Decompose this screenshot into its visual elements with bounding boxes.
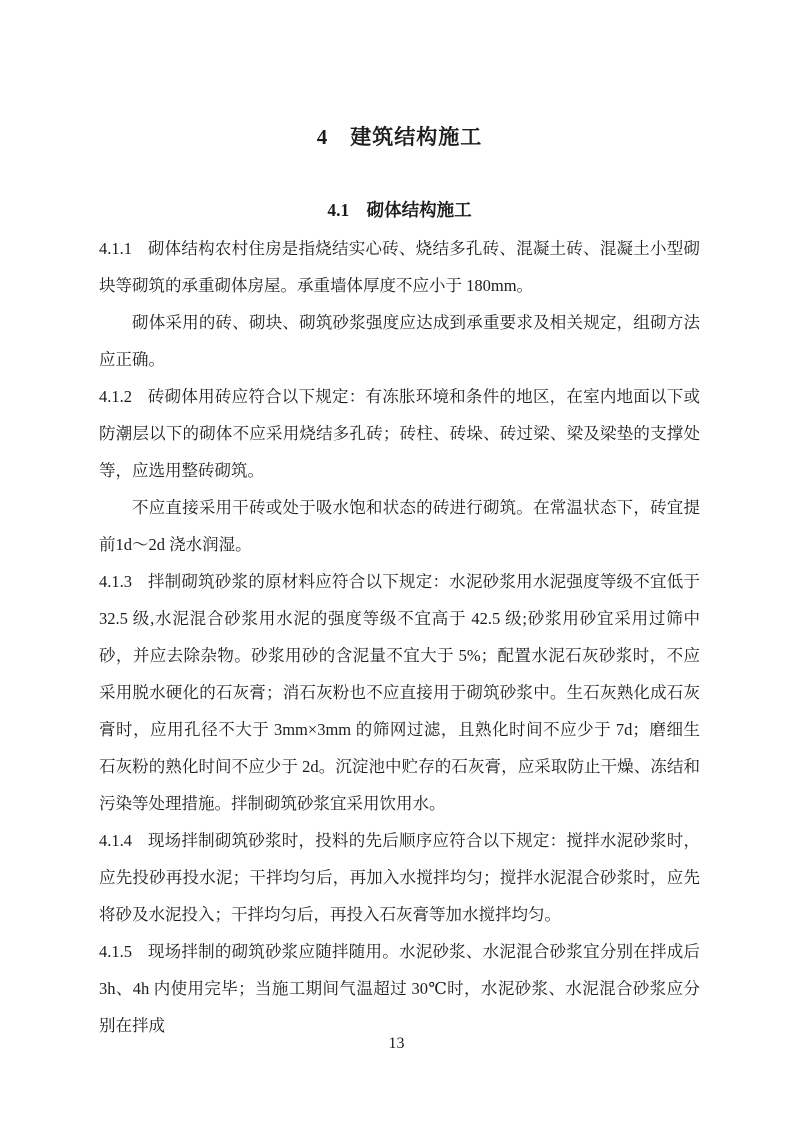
paragraph-text: 现场拌制砌筑砂浆时，投料的先后顺序应符合以下规定：搅拌水泥砂浆时，应先投砂再投水泥；干拌均匀后，再加入水搅拌均匀；搅拌水泥混合砂浆时，应先将砂及水泥投入；干拌均匀后，再投入石灰膏等加水搅拌均匀。	[99, 831, 700, 924]
paragraph-text: 拌制砌筑砂浆的原材料应符合以下规定：水泥砂浆用水泥强度等级不宜低于32.5 级,水泥混合砂浆用水泥的强度等级不宜高于 42.5 级;砂浆用砂宜采用过筛中砂，并应去除杂物。砂浆用砂的含泥量不宜大于 5%；配置水泥石灰砂浆时，不应采用脱水硬化的石灰膏；消石灰粉也不应直接用于砌筑砂浆中。生石灰熟化成石灰膏时，应用孔径不大于 3mm×3mm 的筛网过滤，且熟化时间不应少于 7d；磨细生石灰粉的熟化时间不应少于 2d。沉淀池中贮存的石灰膏，应采取防止干燥、冻结和污染等处理措施。拌制砌筑砂浆宜采用饮用水。	[99, 572, 700, 813]
section-heading: 4.1 砌体结构施工	[327, 200, 472, 220]
paragraph-number: 4.1.2	[99, 387, 132, 406]
paragraph-4-1-5	[99, 933, 700, 1044]
paragraph-4-1-4	[99, 822, 700, 933]
page-number: 13	[388, 1035, 405, 1052]
paragraph-number: 4.1.1	[99, 239, 132, 258]
paragraph-continuation-1	[99, 304, 700, 378]
paragraph-text: 现场拌制的砌筑砂浆应随拌随用。水泥砂浆、水泥混合砂浆宜分别在拌成后 3h、4h 内使用完毕；当施工期间气温超过 30℃时，水泥砂浆、水泥混合砂浆应分别在拌成	[99, 942, 700, 1035]
paragraph-4-1-2	[99, 378, 700, 489]
paragraph-continuation-2	[99, 489, 700, 563]
paragraph-number: 4.1.5	[99, 942, 132, 961]
paragraph-number: 4.1.3	[99, 572, 132, 591]
paragraph-text: 砌体采用的砖、砌块、砌筑砂浆强度应达成到承重要求及相关规定，组砌方法应正确。	[99, 313, 700, 369]
paragraph-number: 4.1.4	[99, 831, 132, 850]
paragraph-text: 砌体结构农村住房是指烧结实心砖、烧结多孔砖、混凝土砖、混凝土小型砌块等砌筑的承重砌体房屋。承重墙体厚度不应小于 180mm。	[99, 239, 700, 295]
paragraph-text: 不应直接采用干砖或处于吸水饱和状态的砖进行砌筑。在常温状态下，砖宜提前1d～2d 浇水润湿。	[99, 498, 700, 554]
chapter-title: 4 建筑结构施工	[316, 125, 483, 149]
paragraph-4-1-3	[99, 563, 700, 822]
paragraph-4-1-1	[99, 230, 700, 304]
body-content	[99, 230, 700, 1044]
paragraph-text: 砖砌体用砖应符合以下规定：有冻胀环境和条件的地区，在室内地面以下或防潮层以下的砌体不应采用烧结多孔砖；砖柱、砖垛、砖过梁、梁及梁垫的支撑处等，应选用整砖砌筑。	[99, 387, 700, 480]
